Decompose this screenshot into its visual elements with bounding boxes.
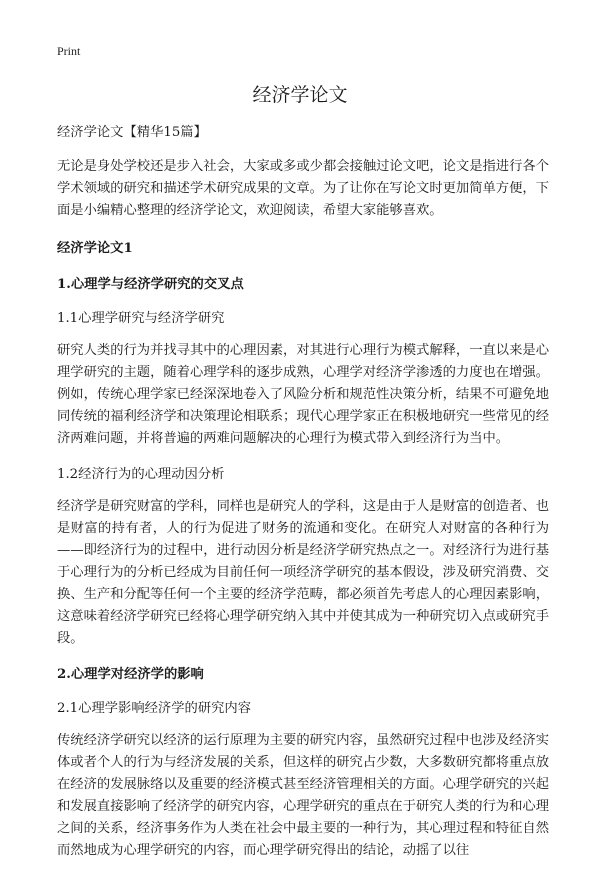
print-link[interactable]: Print (57, 44, 81, 58)
document-body (57, 122, 549, 876)
body-paragraph: 研究人类的行为并找寻其中的心理因素，对其进行心理行为模式解释，一直以来是心理学研究的主题，随着心理学科的逐步成熟，心理学对经济学渗透的力度也在增强。例如，传统心理学家已经深深地卷入了风险分析和规范性决策分析，结果不可避免地同传统的福利经济学和决策理论相联系；现代心理学家正在积极地研究一些常见的经济两难问题，并将普遍的两难问题解决的心理行为模式带入到经济行为当中。 (57, 343, 549, 446)
subsection-heading: 2.1心理学影响经济学的研究内容 (57, 701, 252, 716)
subsection-heading: 1.2经济行为的心理动因分析 (57, 467, 225, 482)
page-title: 经济学论文 (252, 84, 348, 106)
section-heading: 1.心理学与经济学研究的交叉点 (57, 277, 244, 292)
section-heading: 2.心理学对经济学的影响 (57, 667, 204, 682)
document-subtitle: 经济学论文【精华15篇】 (57, 125, 207, 140)
body-paragraph: 传统经济学研究以经济的运行原理为主要的研究内容，虽然研究过程中也涉及经济实体或者个人的行为与经济发展的关系，但这样的研究占少数，大多数研究都将重点放在经济的发展脉络以及重要的经济模式甚至经济管理相关的方面。心理学研究的兴起和发展直接影响了经济学的研究内容，心理学研究的重点在于研究人类的行为和心理之间的关系，经济事务作为人类在社会中最主要的一种行为，其心理过程和特征自然而然地成为心理学研究的内容，而心理学研究得出的结论，动摇了以往 (57, 733, 549, 858)
article-heading: 经济学论文1 (57, 241, 133, 256)
body-paragraph: 经济学是研究财富的学科，同样也是研究人的学科，这是由于人是财富的创造者、也是财富的持有者，人的行为促进了财务的流通和变化。在研究人对财富的各种行为——即经济行为的过程中，进行动因分析是经济学研究热点之一。对经济行为进行基于心理行为的分析已经成为目前任何一项经济学研究的基本假设，涉及研究消费、交换、生产和分配等任何一个主要的经济学范畴，都必须首先考虑人的心理因素影响，这意味着经济学研究已经将心理学研究纳入其中并使其成为一种研究切入点或研究手段。 (57, 499, 549, 646)
intro-paragraph: 无论是身处学校还是步入社会，大家或多或少都会接触过论文吧，论文是指进行各个学术领域的研究和描述学术研究成果的文章。为了让你在写论文时更加简单方便，下面是小编精心整理的经济学论文，欢迎阅读，希望大家能够喜欢。 (57, 159, 549, 218)
subsection-heading: 1.1心理学研究与经济学研究 (57, 311, 225, 326)
